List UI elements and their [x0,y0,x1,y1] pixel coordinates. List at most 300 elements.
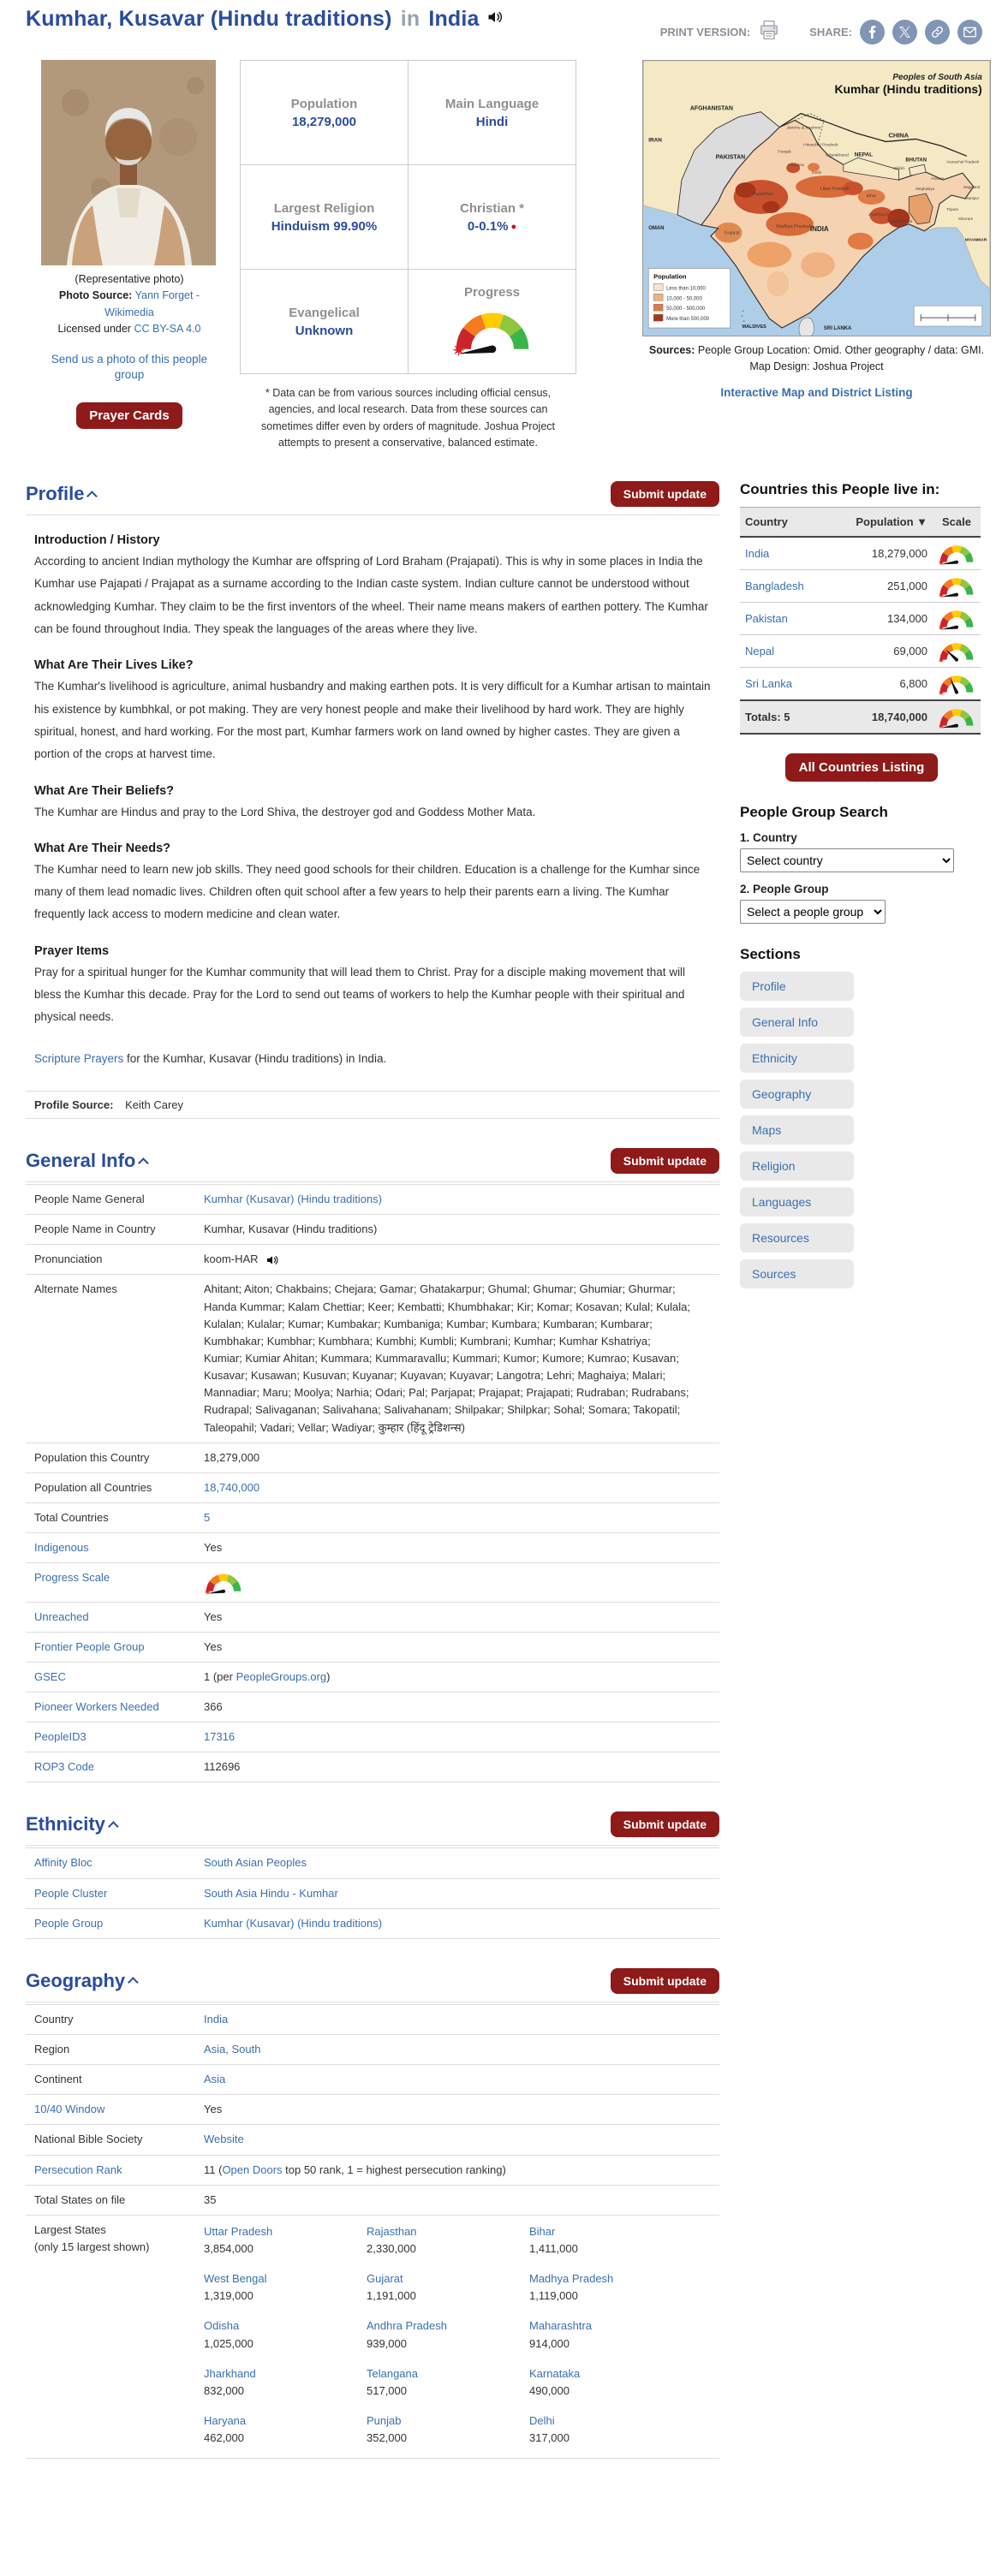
info-row [26,1602,719,1632]
info-row-label: Largest States (only 15 largest shown) [34,2222,204,2452]
stat-cell [241,61,409,165]
map-label: INDIA [810,224,829,233]
sidebar-section-ethnicity[interactable]: Ethnicity [740,1044,854,1073]
stat-value: Hinduism 99.90% [271,218,378,234]
state-cell [204,2365,367,2400]
stat-label: Evangelical [289,305,360,320]
photo-block [41,60,218,429]
sections-nav [740,972,983,1288]
stats-table [240,60,576,374]
representative-note: (Representative photo) [75,273,184,285]
general-info-table [26,1184,719,1782]
info-row-value [204,2192,719,2209]
info-row-label[interactable]: ROP3 Code [34,1760,95,1774]
info-row-label[interactable]: 10/40 Window [34,2103,105,2116]
state-link[interactable]: Punjab [367,2413,402,2427]
photo-caption [41,271,218,338]
value-text: 1 (per [204,1669,236,1683]
email-icon[interactable] [957,20,982,45]
profile-subsections [26,533,719,1029]
value-text: Yes [204,2103,223,2116]
stat-label: Main Language [444,96,540,111]
map-title-line1: Peoples of South Asia [892,72,982,82]
sidebar [740,476,983,1295]
value-link[interactable]: Website [204,2133,244,2146]
stats-table-body [241,61,576,374]
map-label: Tripura [946,206,959,211]
data-disclaimer: * Data can be from various sources including official census, agencies, and local research. Data from these sources can sometimes differ even by orders of magnitude. Joshua Project attempts to present a conservative, balanced estimate. [261,387,555,449]
map-label: BHUTAN [905,158,927,164]
country-row [740,570,981,603]
profile-subsection-text: The Kumhar's livelihood is agriculture, animal husbandry and making earthen pots. It is very difficult for a Kumhar artisan to maintain his existence by kumbhkal, or pot making. They are very honest people and make their livelihood by hard work. They are highly spiritual, honest, and hard working. For the most part, Kumhar farmers work on land owned by higher castes. They are given a portion of the crops at harvest time. [34,680,711,761]
sidebar-section-languages[interactable]: Languages [740,1187,854,1217]
scripture-prayers-link[interactable]: Scripture Prayers [34,1051,124,1065]
state-link[interactable]: Bihar [529,2224,556,2238]
photo-source-link[interactable]: Yann Forget - Wikimedia [104,289,200,318]
license-link[interactable]: CC BY-SA 4.0 [134,323,201,336]
map-label: Sikkim [893,166,905,171]
state-link[interactable]: West Bengal [204,2272,267,2286]
info-row-label[interactable]: Pioneer Workers Needed [34,1700,159,1714]
countries-table-body [740,537,981,734]
geography-table [26,2004,719,2459]
largest-states-grid [204,2222,714,2452]
map-label: Haryana [788,164,804,169]
page-header [0,0,996,48]
people-photo [41,60,216,265]
countries-column-header[interactable]: Country [740,508,828,538]
map-label: Jharkhand [868,212,888,217]
value-text: Yes [204,1541,223,1555]
info-row-value [204,2162,719,2179]
map-label: OMAN [648,225,665,231]
people-group-select[interactable] [740,900,886,924]
value-text: 35 [204,2192,217,2206]
state-population: 1,191,000 [367,2289,416,2303]
info-row-value [204,1728,719,1746]
submit-update-button-geography[interactable]: Submit update [611,1968,719,1994]
info-row [26,2064,719,2094]
value-text: Yes [204,1639,223,1653]
country-row [740,635,981,668]
all-countries-wrap [740,753,983,782]
value-link[interactable]: 18,740,000 [204,1480,260,1494]
map-label: Delhi [812,171,822,176]
state-population: 352,000 [367,2431,407,2445]
state-cell [529,2412,692,2447]
state-cell [367,2317,529,2352]
stat-value: Hindi [475,114,509,129]
info-row [26,1472,719,1502]
profile-source-label: Profile Source: [34,1098,114,1111]
state-population: 2,330,000 [367,2242,416,2255]
ethnicity-section-header [26,1808,719,1846]
profile-subsection-text: According to ancient Indian mythology the Kumhar are offspring of Lord Braham (Prajapati). This is why in some places in India the Kumhar use Pajapati / Prajapat as a surname according to the Indian caste system. Indian culture cannot be understood without acknowledging Kumhar. They claim to be the first inventors of the wheel. Their name means makers of earthen pottery. The Kumhar can be found throughout India. They speak the languages of the areas where they live. [34,555,708,635]
value-link[interactable]: South Asian Peoples [204,1856,307,1870]
state-link[interactable]: Haryana [204,2413,247,2427]
state-cell [367,2223,529,2258]
info-row [26,1184,719,1214]
state-cell [529,2317,692,2352]
status-dot-icon: ● [508,221,517,232]
chevron-up-icon [138,1157,149,1169]
submit-update-button-ethnicity[interactable]: Submit update [611,1812,719,1837]
info-row-label[interactable]: Indigenous [34,1541,89,1555]
info-row-label: Pronunciation [34,1252,103,1266]
stat-label: Population [290,96,358,111]
profile-subsection-title: What Are Their Needs? [34,841,170,855]
info-row-sublabel: (only 15 largest shown) [34,2240,150,2253]
country-row [740,537,981,570]
info-row-label[interactable]: People Group [34,1916,104,1930]
info-row [26,1662,719,1692]
printer-icon[interactable] [758,19,780,45]
map-label: West Bengal [888,219,913,224]
sidebar-section-profile[interactable]: Profile [740,972,854,1001]
map-legend [648,268,730,328]
sidebar-section-religion[interactable]: Religion [740,1151,854,1181]
map-label: Himachal Pradesh [803,143,838,148]
value-text: 11 ( [204,2163,223,2176]
state-cell [204,2317,367,2352]
sidebar-section-general-info[interactable]: General Info [740,1008,854,1037]
state-population: 914,000 [529,2336,570,2350]
profile-subsection-title: What Are Their Lives Like? [34,658,194,673]
info-row [26,2215,719,2459]
map-label: Jammu & Kashmir [786,126,821,131]
totals-label: Totals: 5 [740,700,828,734]
country-select[interactable] [740,848,954,872]
value-text: Ahitant; Aiton; Chakbains; Chejara; Gamar; Ghatakarpur; Ghumal; Ghumar; Ghumiar; Ghurmar; Handa Kummar; Kalam Chettiar; Keer; Kembatti; Khumbhakar; Kir; Komar; Kosavan; Kulal; Kulala; Kulalan; Kulalar; Kumar; Kumbakar; Kumbaniga; Kumbar; Kumbara; Kumbaran; Kumbarar; Kumbhakar; Kumbhar; Kumbhara; Kumbhi; Kumbli; Kumbrani; Kumhar; Kumhar Kshatriya; Kumiar; Kumiar Ahitan; Kummara; Kummaravallu; Kummari; Kumor; Kumore; Kumrao; Kusavan; Kusavar; Kusawan; Kusuvan; Kuyanar; Kuyavan; Kuyavar; Langotra; Lehri; Maghaiya; Malari; Mannadiar; Maru; Moolya; Narhia; Odari; Pal; Parjapat; Prajapat; Prajapati; Rudraban; Rudrabans; Rudrapal; Salivaganan; Salivahana; Salivahanam; Shilpakar; Shilpkar; Sohal; Somara; Takopatil; Taleopahil; Vadari; Vellar; Wadiyar; कुम्हार (हिंदू ट्रेडिशन्स) [204,1282,690,1434]
map-label: Nagaland [963,185,981,190]
stat-value: 18,279,000 [291,114,357,129]
info-row [26,2094,719,2124]
value-text: 18,279,000 [204,1450,260,1464]
submit-update-button-profile[interactable]: Submit update [611,481,719,507]
geography-heading[interactable]: Geography [26,1970,139,1992]
license-prefix: Licensed under [57,323,131,336]
value-link[interactable]: 17316 [204,1730,236,1744]
map-scalebar [914,306,982,326]
stat-cell [409,270,576,374]
photo-source-label: Photo Source: [58,289,133,302]
content-columns [0,476,996,2488]
info-row-value [204,2071,719,2088]
state-link[interactable]: Rajasthan [367,2224,417,2238]
info-row-value [204,1509,719,1526]
state-population: 317,000 [529,2431,570,2445]
country-population: 6,800 [828,668,933,701]
map-label: Punjab [778,150,791,155]
value-text: ) [326,1669,331,1683]
stat-cell [241,270,409,374]
progress-gauge-icon [938,705,975,729]
totals-population: 18,740,000 [828,700,933,734]
stat-label: Christian * [459,200,524,216]
info-row-value [204,1609,719,1626]
state-cell [367,2412,529,2447]
info-row-value [204,1758,719,1776]
value-link[interactable]: Asia, South [204,2043,261,2056]
progress-gauge-icon [938,671,975,696]
map-label: Uttarakhand [825,153,849,158]
sidebar-section-maps[interactable]: Maps [740,1115,854,1145]
value-link[interactable]: Kumhar (Kusavar) (Hindu traditions) [204,1916,383,1930]
submit-update-button-general[interactable]: Submit update [611,1148,719,1174]
info-row-label[interactable]: PeopleID3 [34,1730,86,1744]
country-link[interactable]: Nepal [745,645,774,658]
info-row-label[interactable]: GSEC [34,1669,66,1683]
info-row-value [204,1479,719,1496]
info-row-label[interactable]: People Cluster [34,1886,108,1900]
country-link[interactable]: Pakistan [745,612,788,626]
stat-label: Largest Religion [273,200,375,216]
stat-cell [409,61,576,165]
info-row-value [204,1854,719,1871]
scripture-prayers-line: Scripture Prayers for the Kumhar, Kusavar (Hindu traditions) in India. [34,1051,387,1065]
info-row [26,1274,719,1442]
chevron-up-icon [86,491,98,502]
profile-section-header [26,478,719,515]
info-row [26,2004,719,2034]
info-row-label: People Name in Country [34,1223,156,1236]
profile-heading[interactable]: Profile [26,483,98,505]
info-row-label[interactable]: Progress Scale [34,1571,110,1585]
map-label: MYANMAR [964,238,987,243]
map-sources [642,342,991,375]
info-row-value [204,1885,719,1902]
map-label: Manipur [964,195,980,200]
sidebar-section-resources[interactable]: Resources [740,1223,854,1252]
info-row-label: Population this Country [34,1450,150,1464]
profile-subsection-text: The Kumhar need to learn new job skills. They need good schools for their children. Education is a challenge for the Kumhar since many of them lead nomadic lives. Children often quit school after a few years to help their parents earn a living. The Kumhar frequently lack access to modern medicine and clean water. [34,862,701,921]
state-cell [204,2270,367,2305]
country-name-title: India [428,7,480,31]
interactive-map-link[interactable]: Interactive Map and District Listing [720,385,913,399]
state-population: 1,319,000 [204,2289,253,2303]
state-link[interactable]: Andhra Pradesh [367,2319,447,2333]
state-population: 462,000 [204,2431,244,2445]
general-info-section-header [26,1145,719,1182]
stat-cell [241,165,409,270]
search-group-label: 2. People Group [740,883,829,896]
map-label: CHINA [888,131,910,140]
state-link[interactable]: Delhi [529,2413,555,2427]
info-row-value [204,1569,719,1595]
country-population: 251,000 [828,570,933,603]
all-countries-button[interactable]: All Countries Listing [785,753,939,782]
top-region [0,48,996,476]
speaker-icon[interactable] [265,1253,279,1267]
profile-subsection-title: Introduction / History [34,533,160,547]
info-row-value [204,2222,719,2452]
progress-gauge-icon [451,303,534,357]
value-link[interactable]: PeopleGroups.org [236,1669,327,1683]
countries-column-header[interactable]: Population ▼ [828,508,933,538]
page-title [26,7,504,32]
info-row [26,2124,719,2154]
info-row-value [204,1221,719,1238]
info-row [26,1632,719,1662]
countries-table-header [740,508,981,538]
info-row [26,1908,719,1939]
map-label: MALDIVES [742,324,766,330]
profile-subsection-title: Prayer Items [34,943,110,958]
profile-source-row [26,1091,719,1119]
info-row-value [204,2011,719,2028]
sections-heading: Sections [740,946,801,963]
info-row-label: Continent [34,2073,82,2086]
state-population: 517,000 [367,2383,407,2397]
map-legend-item: More than 500,000 [666,317,710,323]
state-cell [529,2365,692,2400]
countries-table [740,507,981,735]
info-row-value [204,1539,719,1556]
map-label: AFGHANISTAN [689,105,733,112]
value-link[interactable]: Open Doors [222,2163,283,2176]
link-icon[interactable] [925,20,950,45]
info-row-label[interactable]: Affinity Bloc [34,1856,92,1870]
stat-cell [409,165,576,270]
value-link[interactable]: South Asia Hindu - Kumhar [204,1886,338,1900]
info-row-label: People Name General [34,1193,145,1205]
map-label: Madhya Pradesh [776,223,812,229]
info-row [26,2185,719,2215]
map-label: Assam [931,177,945,182]
state-population: 832,000 [204,2383,244,2397]
value-text: top 50 rank, 1 = highest persecution ranking) [282,2163,506,2176]
info-row-value [204,1669,719,1686]
info-row-label: Total States on file [34,2192,126,2206]
value-link[interactable]: Kumhar (Kusavar) (Hindu traditions) [204,1193,383,1205]
state-link[interactable]: Maharashtra [529,2319,592,2333]
countries-totals-row [740,700,981,734]
prayer-cards-button[interactable]: Prayer Cards [76,402,182,429]
info-row-value [204,1915,719,1932]
sidebar-section-sources[interactable]: Sources [740,1259,854,1288]
map-label: PAKISTAN [715,154,746,161]
info-row [26,1692,719,1722]
map-block [642,60,991,401]
map-label: Bihar [866,194,877,199]
speaker-icon[interactable] [486,7,504,32]
facebook-icon[interactable] [860,20,885,45]
info-row-value [204,1251,719,1268]
info-row [26,1443,719,1472]
map-label: Rajasthan [752,192,774,198]
map-srilanka [799,318,814,336]
state-link[interactable]: Jharkhand [204,2366,256,2380]
people-group-search-heading: People Group Search [740,804,888,821]
info-row [26,2155,719,2185]
state-link[interactable]: Madhya Pradesh [529,2272,614,2286]
country-link[interactable]: Sri Lanka [745,677,792,691]
info-row [26,1752,719,1782]
progress-gauge-icon [204,1569,243,1595]
main-column [26,476,719,2459]
state-population: 939,000 [367,2336,407,2350]
map-label: Uttar Pradesh [820,187,850,193]
ethnicity-heading[interactable]: Ethnicity [26,1813,119,1835]
map-title-line2: Kumhar (Hindu traditions) [834,81,982,96]
info-row-label[interactable]: Unreached [34,1609,89,1623]
profile-source-value: Keith Carey [125,1098,184,1111]
value-link[interactable]: India [204,2012,229,2026]
info-row-label: Country [34,2012,74,2026]
info-row [26,1244,719,1274]
map-label: Arunachal Pradesh [946,159,980,164]
value-link[interactable]: 5 [204,1510,211,1524]
profile-subsection-title: What Are Their Beliefs? [34,783,175,798]
country-link[interactable]: Bangladesh [745,580,804,593]
country-link[interactable]: India [745,547,770,561]
value-text: koom-HAR [204,1252,259,1266]
state-link[interactable]: Gujarat [367,2272,403,2286]
info-row [26,2034,719,2064]
state-population: 3,854,000 [204,2242,253,2255]
stat-label: Progress [463,285,521,300]
profile-subsection-text: Pray for a spiritual hunger for the Kumhar community that will lead them to Christ. Pray for a disciple making movement that will bless the Kumhar this decade. Pray for the Lord to send out teams of workers to help the Kumhar people with their spiritual and physical needs. [34,965,686,1024]
info-row [26,1878,719,1908]
map-label: NEPAL [854,152,874,158]
info-row-value [204,2101,719,2118]
info-row-value [204,1191,719,1208]
info-row-label: Population all Countries [34,1480,152,1494]
map-legend-item: Less than 10,000 [666,286,706,292]
map-sources-text: People Group Location: Omid. Other geography / data: GMI. Map Design: Joshua Project [697,344,985,372]
value-text: Kumhar, Kusavar (Hindu traditions) [204,1223,378,1236]
state-population: 1,025,000 [204,2336,253,2350]
state-population: 1,411,000 [529,2242,578,2255]
state-link[interactable]: Uttar Pradesh [204,2224,273,2238]
value-text: Yes [204,1609,223,1623]
info-row-label[interactable]: Frontier People Group [34,1639,145,1653]
x-icon[interactable] [892,20,917,45]
stats-block [240,60,576,452]
state-link[interactable]: Karnataka [529,2366,581,2380]
chevron-up-icon [128,1978,139,1989]
state-population: 490,000 [529,2383,570,2397]
sidebar-section-geography[interactable]: Geography [740,1080,854,1109]
people-name-title: Kumhar, Kusavar (Hindu traditions) [26,7,392,31]
country-population: 134,000 [828,603,933,635]
state-link[interactable]: Telangana [367,2366,418,2380]
progress-gauge-icon [938,541,975,566]
info-row-value [204,2041,719,2058]
info-row [26,1722,719,1752]
map-label: IRAN [648,137,662,144]
people-group-map[interactable] [642,60,991,336]
info-row-label[interactable]: Persecution Rank [34,2163,122,2176]
info-row-label: Total Countries [34,1510,109,1524]
print-share-bar [660,7,982,45]
progress-gauge-icon [938,606,975,631]
info-row [26,1847,719,1877]
chevron-up-icon [108,1821,119,1832]
map-legend-title: Population [653,272,687,281]
profile-subsection-text: The Kumhar are Hindus and pray to the Lord Shiva, the destroyer god and Goddess Mother Mata. [34,805,536,818]
geography-section-header [26,1965,719,2002]
send-photo-link[interactable]: Send us a photo of this people group [51,352,208,382]
stat-value: 0-0.1% ● [467,218,517,234]
info-row-value [204,1449,719,1466]
general-info-heading[interactable]: General Info [26,1150,149,1172]
countries-column-header[interactable]: Scale [933,508,981,538]
map-label: Gujarat [724,230,740,236]
state-link[interactable]: Odisha [204,2319,240,2333]
info-row-value [204,1639,719,1656]
value-link[interactable]: Asia [204,2073,226,2086]
